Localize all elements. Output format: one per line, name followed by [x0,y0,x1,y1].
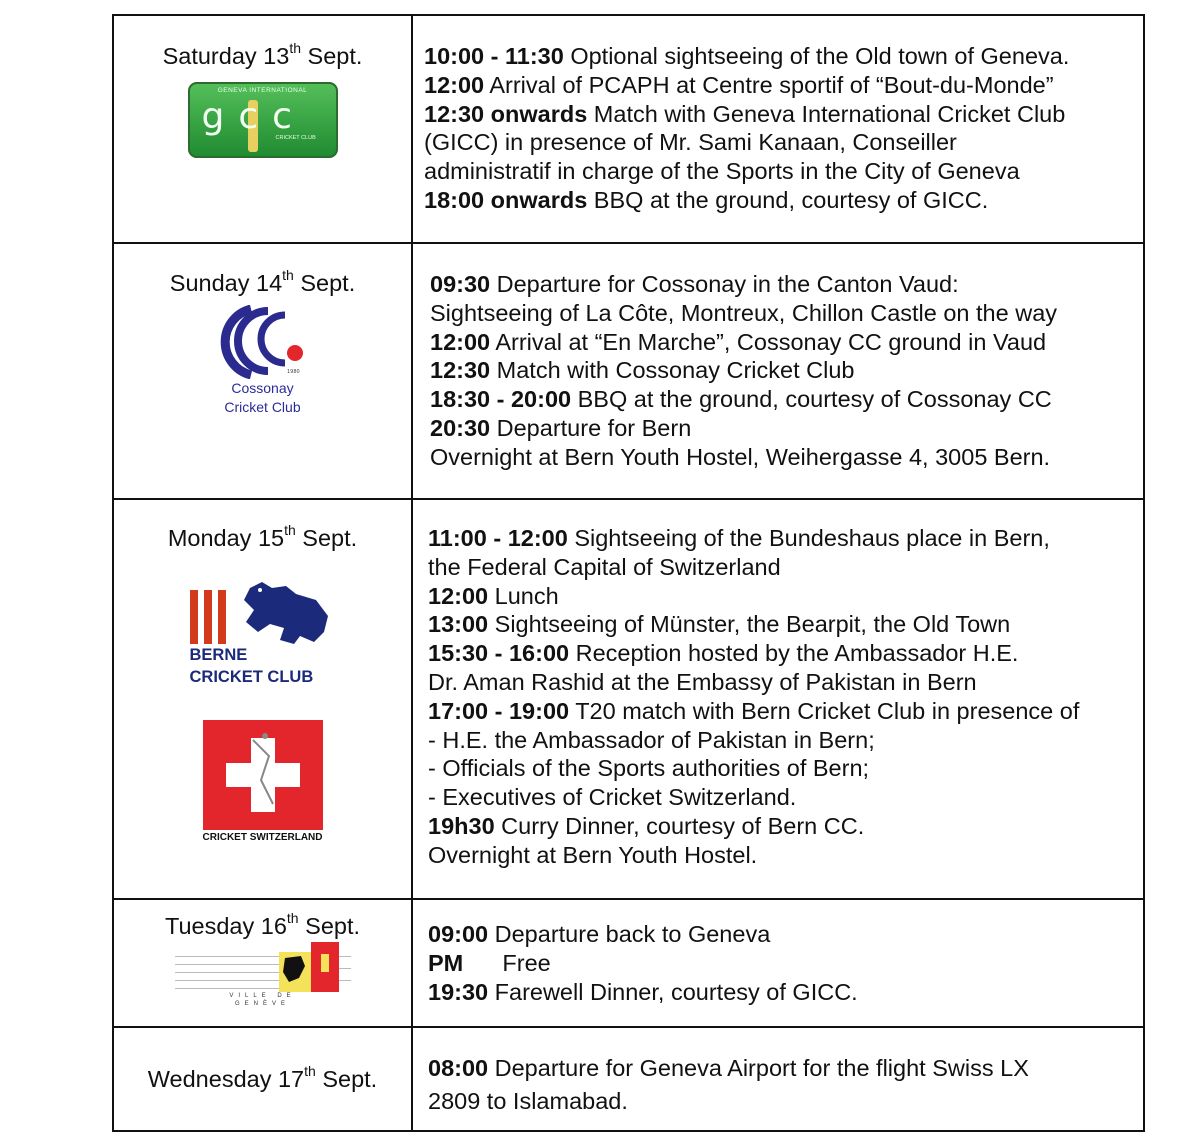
schedule-row-monday [113,499,1144,899]
day-label [114,912,411,940]
day-cell [113,1027,412,1131]
schedule-row-saturday [113,15,1144,243]
month-text: Sept. [295,524,358,551]
logo-sub-text: CRICKET CLUB [275,134,316,141]
schedule-row-sunday [113,243,1144,499]
ville-de-geneve-logo-icon [175,942,351,1008]
day-text: Sunday 14 [169,269,283,296]
day-suffix: th [284,522,296,538]
day-label [114,524,411,552]
day-cell [113,15,412,243]
berne-cricket-club-logo-icon [188,580,338,690]
event-line: 12:30 onwards Match with Geneva International Cricket Club [424,100,1066,127]
event-line: - Executives of Cricket Switzerland. [428,784,797,811]
event-line: PM Free [428,949,551,976]
schedule-table [112,14,1145,1132]
month-text: Sept. [298,912,361,939]
event-line: 09:00 Departure back to Geneva [428,921,771,947]
day-suffix: th [304,1063,316,1080]
day-label [114,42,411,70]
day-cell [113,899,412,1027]
day-cell [113,243,412,499]
event-line: 11:00 - 12:00 Sightseeing of the Bundeshaus place in Bern, [428,525,1050,551]
event-list [413,16,1143,215]
day-text: Wednesday 17 [147,1065,305,1092]
event-line: 12:00 Arrival at “En Marche”, Cossonay CC ground in Vaud [430,328,1047,355]
logo-top-text: GENEVA INTERNATIONAL [217,86,308,94]
logo-caption: CRICKET SWITZERLAND [202,831,323,843]
logo-line2: CRICKET CLUB [189,667,314,686]
cricket-switzerland-logo-icon [201,720,325,843]
schedule-row-wednesday [113,1027,1144,1131]
event-line: 12:30 Match with Cossonay Cricket Club [430,357,855,384]
event-line: - H.E. the Ambassador of Pakistan in Bern; [428,726,875,753]
event-line: 19:30 Farewell Dinner, courtesy of GICC. [428,978,858,1005]
day-cell [113,499,412,899]
event-line: - Officials of the Sports authorities of Bern; [428,755,870,782]
event-line: 18:30 - 20:00 BBQ at the ground, courtesy of Cossonay CC [430,386,1052,413]
gicc-logo-icon [188,82,338,158]
event-line: 12:00 Lunch [428,582,559,609]
event-line: Overnight at Bern Youth Hostel. [428,841,758,868]
event-list [413,244,1143,472]
event-line: 10:00 - 11:30 Optional sightseeing of the Old town of Geneva. [424,43,1070,69]
events-cell [412,243,1144,499]
svg-text:1980: 1980 [286,368,300,375]
event-list [413,500,1143,870]
event-line: 12:00 Arrival of PCAPH at Centre sportif of “Bout-du-Monde” [424,71,1054,98]
logo-line2: GENÈVE [234,1000,290,1007]
cossonay-cricket-club-logo-icon [114,305,411,417]
day-suffix: th [282,267,294,283]
event-line: 2809 to Islamabad. [428,1088,628,1114]
schedule-row-tuesday [113,899,1144,1027]
event-line: Sightseeing of La Côte, Montreux, Chillon Castle on the way [430,299,1058,326]
event-line: 20:30 Departure for Bern [430,414,692,441]
day-text: Tuesday 16 [164,912,287,939]
day-label [114,1065,411,1093]
day-label [114,269,411,297]
day-text: Saturday 13 [162,42,290,69]
event-line: 09:30 Departure for Cossonay in the Canton Vaud: [430,271,959,297]
events-cell [412,1027,1144,1131]
event-line: administratif in charge of the Sports in the City of Geneva [424,158,1020,185]
day-suffix: th [289,40,301,56]
day-text: Monday 15 [167,524,285,551]
events-cell [412,899,1144,1027]
event-line: 15:30 - 16:00 Reception hosted by the Ambassador H.E. [428,640,1019,667]
event-list [413,1028,1143,1118]
event-line: 19h30 Curry Dinner, courtesy of Bern CC. [428,812,865,839]
event-list [413,900,1143,1006]
logo-line1: VILLE DE [229,992,296,999]
event-line: Dr. Aman Rashid at the Embassy of Pakistan in Bern [428,668,977,695]
logo-letters: gcc [201,95,306,137]
day-suffix: th [286,910,299,926]
event-line: 17:00 - 19:00 T20 match with Bern Cricket Club in presence of [428,697,1080,724]
event-line: the Federal Capital of Switzerland [428,553,781,580]
event-line: 18:00 onwards BBQ at the ground, courtesy of GICC. [424,186,989,213]
events-cell [412,15,1144,243]
month-text: Sept. [293,269,356,296]
logo-line1: Cossonay [231,379,294,396]
event-line: 13:00 Sightseeing of Münster, the Bearpit, the Old Town [428,611,1011,638]
month-text: Sept. [315,1065,378,1092]
event-line: 08:00 Departure for Geneva Airport for the flight Swiss LX [428,1055,1029,1081]
event-line: (GICC) in presence of Mr. Sami Kanaan, Conseiller [424,129,957,156]
logo-line2: Cricket Club [224,398,301,415]
event-line: Overnight at Bern Youth Hostel, Weihergasse 4, 3005 Bern. [430,443,1051,470]
month-text: Sept. [301,42,363,69]
logo-line1: BERNE [189,645,248,664]
events-cell [412,499,1144,899]
